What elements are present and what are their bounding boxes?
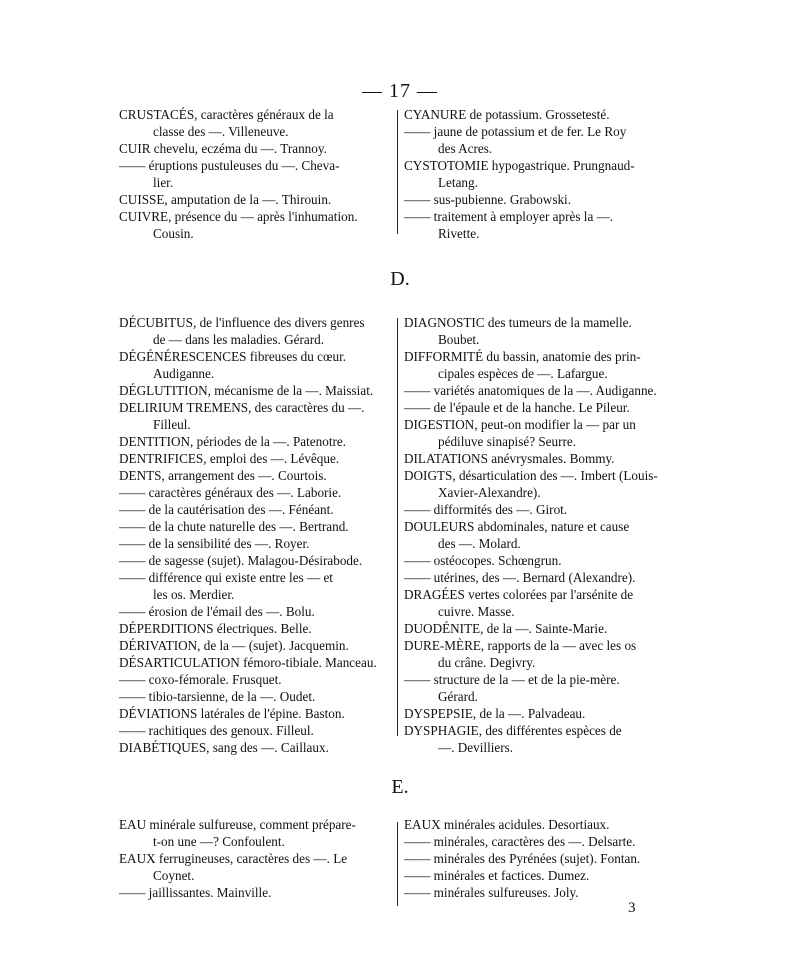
index-entry-text: DENTRIFICES, emploi des —. Lévêque. [119, 451, 340, 466]
index-entry [119, 433, 389, 450]
index-entry-continuation: lier. [153, 175, 174, 190]
index-entry-continuation: classe des —. Villeneuve. [153, 124, 289, 139]
index-entry [119, 140, 389, 157]
index-entry-text: CUIVRE, présence du — après l'inhumation. [119, 209, 358, 224]
column-left [119, 816, 389, 901]
column-right [404, 106, 676, 242]
column-divider [397, 318, 398, 736]
index-entry [404, 637, 676, 671]
index-entry [404, 314, 676, 348]
index-entry [404, 157, 676, 191]
index-entry-text: DRAGÉES vertes colorées par l'arsénite de [404, 587, 634, 602]
index-entry [404, 850, 676, 867]
index-entry-text: DÉGÉNÉRESCENCES fibreuses du cœur. [119, 349, 347, 364]
column-divider [397, 822, 398, 906]
index-entry-text: —— minérales et factices. Dumez. [404, 868, 590, 883]
index-entry-text: DENTS, arrangement des —. Courtois. [119, 468, 327, 483]
index-entry [119, 348, 389, 382]
index-entry [404, 586, 676, 620]
index-entry [119, 816, 389, 850]
column-right [404, 314, 676, 756]
index-entry-text: CUIR chevelu, eczéma du —. Trannoy. [119, 141, 327, 156]
index-entry-text: —— de la cautérisation des —. Fénéant. [119, 502, 334, 517]
index-entry [404, 620, 676, 637]
index-entry-text: —— sus-pubienne. Grabowski. [404, 192, 572, 207]
index-entry-text: —— minérales des Pyrénées (sujet). Fontan. [404, 851, 641, 866]
index-entry-continuation: de — dans les maladies. Gérard. [153, 332, 325, 347]
index-entry [119, 884, 389, 901]
index-entry-text: —— difformités des —. Girot. [404, 502, 568, 517]
index-entry [119, 208, 389, 242]
index-entry-text: —— minérales, caractères des —. Delsarte. [404, 834, 636, 849]
index-entry [404, 552, 676, 569]
index-entry-text: DÉRIVATION, de la — (sujet). Jacquemin. [119, 638, 349, 653]
index-entry-text: —— minérales sulfureuses. Joly. [404, 885, 579, 900]
index-entry [119, 191, 389, 208]
index-entry [119, 739, 389, 756]
index-entry [404, 722, 676, 756]
index-entry-text: CRUSTACÉS, caractères généraux de la [119, 107, 334, 122]
index-entry [404, 816, 676, 833]
index-entry-text: —— caractères généraux des —. Laborie. [119, 485, 342, 500]
index-entry-continuation: Xavier-Alexandre). [438, 485, 541, 500]
index-entry-text: CYSTOTOMIE hypogastrique. Prungnaud- [404, 158, 635, 173]
index-entry [119, 620, 389, 637]
index-entry-text: —— érosion de l'émail des —. Bolu. [119, 604, 315, 619]
index-entry [119, 688, 389, 705]
index-entry-text: DIABÉTIQUES, sang des —. Caillaux. [119, 740, 329, 755]
index-entry-text: DÉVIATIONS latérales de l'épine. Baston. [119, 706, 345, 721]
index-entry [404, 450, 676, 467]
index-entry [404, 467, 676, 501]
index-entry [404, 867, 676, 884]
index-entry-text: DÉGLUTITION, mécanisme de la —. Maissiat. [119, 383, 374, 398]
index-entry-text: DIAGNOSTIC des tumeurs de la mamelle. [404, 315, 632, 330]
index-entry-text: —— jaillissantes. Mainville. [119, 885, 272, 900]
index-entry [119, 501, 389, 518]
index-entry [119, 382, 389, 399]
index-entry [119, 654, 389, 671]
index-entry-continuation: les os. Merdier. [153, 587, 235, 602]
index-entry-text: —— tibio-tarsienne, de la —. Oudet. [119, 689, 316, 704]
index-entry [404, 833, 676, 850]
index-entry-text: DURE-MÈRE, rapports de la — avec les os [404, 638, 637, 653]
index-entry-text: DÉSARTICULATION fémoro-tibiale. Manceau. [119, 655, 377, 670]
page-number: — 17 — [362, 80, 438, 102]
index-entry-text: DOIGTS, désarticulation des —. Imbert (Louis- [404, 468, 658, 483]
index-entry-continuation: —. Devilliers. [438, 740, 514, 755]
index-entry [404, 191, 676, 208]
index-entry [119, 705, 389, 722]
index-entry [404, 501, 676, 518]
index-entry-text: DÉPERDITIONS électriques. Belle. [119, 621, 312, 636]
index-entry [119, 850, 389, 884]
index-entry-continuation: Rivette. [438, 226, 480, 241]
index-entry-text: EAU minérale sulfureuse, comment prépare- [119, 817, 356, 832]
index-entry [119, 399, 389, 433]
signature-mark: 3 [628, 900, 636, 916]
index-entry-text: —— de sagesse (sujet). Malagou-Désirabode. [119, 553, 363, 568]
index-entry [119, 106, 389, 140]
index-entry [119, 603, 389, 620]
index-entry [119, 314, 389, 348]
index-entry-text: —— de la sensibilité des —. Royer. [119, 536, 310, 551]
column-divider [397, 110, 398, 234]
index-entry-text: —— traitement à employer après la —. [404, 209, 614, 224]
column-left [119, 106, 389, 242]
index-entry-text: EAUX minérales acidules. Desortiaux. [404, 817, 610, 832]
index-entry-text: —— rachitiques des genoux. Filleul. [119, 723, 314, 738]
index-entry-text: DILATATIONS anévrysmales. Bommy. [404, 451, 615, 466]
index-entry [404, 884, 676, 901]
index-entry-continuation: t-on une —? Confoulent. [153, 834, 285, 849]
index-entry [404, 208, 676, 242]
index-entry-continuation: cipales espèces de —. Lafargue. [438, 366, 608, 381]
index-entry [119, 722, 389, 739]
index-entry-text: DIGESTION, peut-on modifier la — par un [404, 417, 636, 432]
index-entry [119, 518, 389, 535]
index-entry [404, 123, 676, 157]
index-entry-text: DOULEURS abdominales, nature et cause [404, 519, 630, 534]
index-entry-text: DYSPEPSIE, de la —. Palvadeau. [404, 706, 586, 721]
section-letter-d: D. [390, 268, 410, 290]
index-entry-continuation: Cousin. [153, 226, 194, 241]
index-entry-text: —— de la chute naturelle des —. Bertrand. [119, 519, 349, 534]
index-entry-text: —— ostéocopes. Schœngrun. [404, 553, 562, 568]
index-entry [404, 705, 676, 722]
index-entry-text: DÉCUBITUS, de l'influence des divers genres [119, 315, 365, 330]
index-entry [119, 484, 389, 501]
index-entry [119, 637, 389, 654]
index-entry-text: —— coxo-fémorale. Frusquet. [119, 672, 282, 687]
index-entry [119, 671, 389, 688]
index-entry-continuation: des —. Molard. [438, 536, 521, 551]
column-left [119, 314, 389, 756]
index-entry-text: —— variétés anatomiques de la —. Audiganne. [404, 383, 657, 398]
index-entry [404, 106, 676, 123]
index-entry-continuation: des Acres. [438, 141, 493, 156]
index-entry-text: —— structure de la — et de la pie-mère. [404, 672, 620, 687]
index-entry [119, 535, 389, 552]
index-entry-text: CUISSE, amputation de la —. Thirouin. [119, 192, 332, 207]
index-entry [404, 671, 676, 705]
section-letter-e: E. [391, 776, 409, 798]
index-entry-continuation: pédiluve sinapisé? Seurre. [438, 434, 577, 449]
index-entry-continuation: Boubet. [438, 332, 480, 347]
index-entry-text: —— de l'épaule et de la hanche. Le Pileur. [404, 400, 630, 415]
index-entry-text: DUODÉNITE, de la —. Sainte-Marie. [404, 621, 608, 636]
index-entry-text: —— éruptions pustuleuses du —. Cheva- [119, 158, 340, 173]
index-entry-text: DELIRIUM TREMENS, des caractères du —. [119, 400, 365, 415]
index-entry [404, 416, 676, 450]
index-entry-continuation: Coynet. [153, 868, 195, 883]
index-entry-continuation: Audiganne. [153, 366, 215, 381]
index-entry-continuation: Letang. [438, 175, 478, 190]
index-entry [119, 467, 389, 484]
index-entry [119, 450, 389, 467]
column-right [404, 816, 676, 901]
index-entry [119, 157, 389, 191]
index-entry-text: EAUX ferrugineuses, caractères des —. Le [119, 851, 348, 866]
index-entry-continuation: du crâne. Degivry. [438, 655, 536, 670]
index-entry-text: —— jaune de potassium et de fer. Le Roy [404, 124, 627, 139]
index-entry [404, 518, 676, 552]
index-entry [119, 552, 389, 569]
index-entry [404, 399, 676, 416]
index-entry-text: DYSPHAGIE, des différentes espèces de [404, 723, 622, 738]
index-entry-text: DIFFORMITÉ du bassin, anatomie des prin- [404, 349, 641, 364]
index-entry-text: —— utérines, des —. Bernard (Alexandre). [404, 570, 636, 585]
index-entry-continuation: Filleul. [153, 417, 191, 432]
index-entry-continuation: Gérard. [438, 689, 478, 704]
index-entry-text: —— différence qui existe entre les — et [119, 570, 333, 585]
index-entry [404, 382, 676, 399]
index-entry-text: CYANURE de potassium. Grossetesté. [404, 107, 610, 122]
index-entry [404, 569, 676, 586]
index-entry [404, 348, 676, 382]
index-entry-text: DENTITION, périodes de la —. Patenotre. [119, 434, 347, 449]
index-entry-continuation: cuivre. Masse. [438, 604, 515, 619]
index-entry [119, 569, 389, 603]
